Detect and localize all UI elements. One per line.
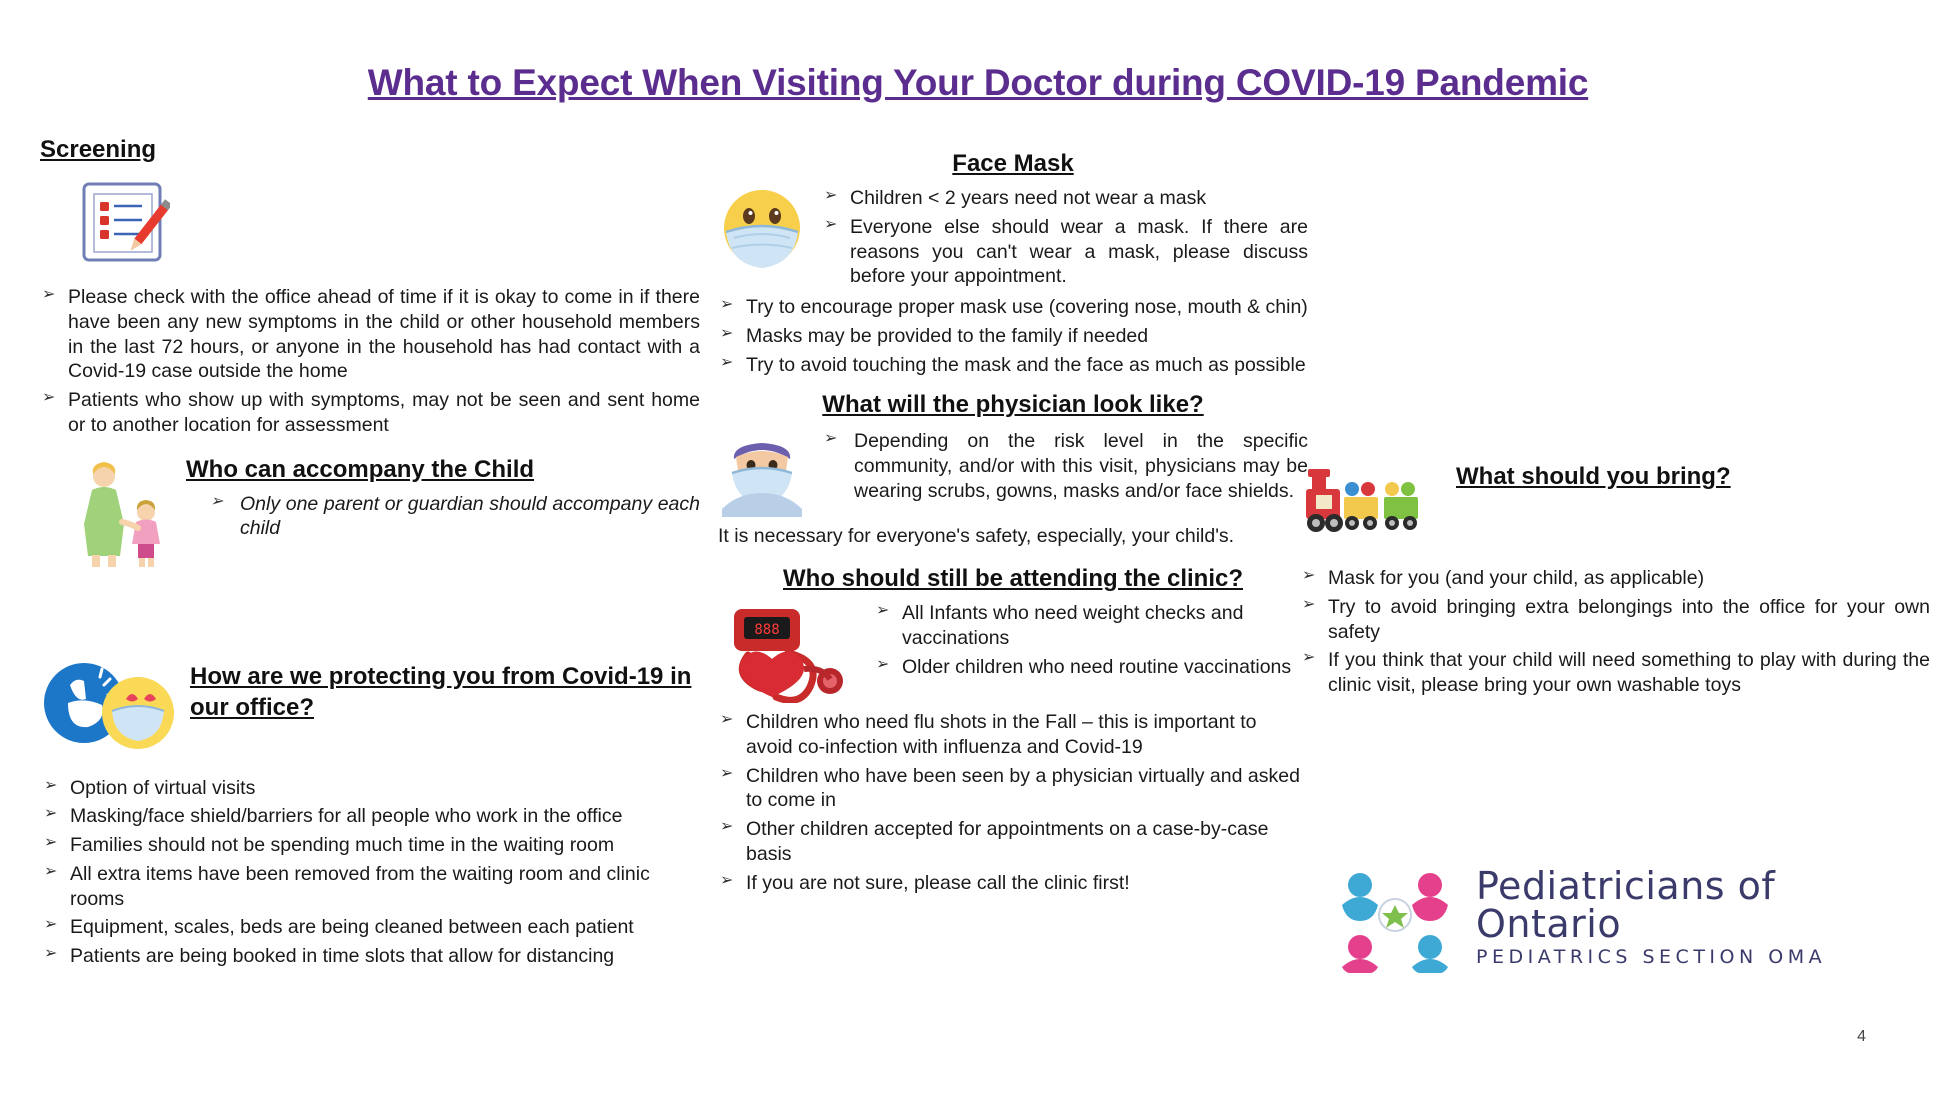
list-item: ➢ Please check with the office ahead of time if it is okay to come in if there have been any new symptoms in the child or other household members in the last 72 hours, or anyone in the household has had contact with a Covid-19 case outside the home bbox=[40, 285, 700, 384]
list-item: ➢ Patients who show up with symptoms, may not be seen and sent home or to another location for assessment bbox=[40, 388, 700, 438]
face-mask-section bbox=[718, 186, 1308, 293]
list-item: ➢ Try to encourage proper mask use (covering nose, mouth & chin) bbox=[718, 295, 1308, 320]
screening-heading: Screening bbox=[40, 136, 157, 163]
attending-icon-bullets bbox=[874, 601, 1308, 679]
masked-face-icon bbox=[718, 188, 806, 277]
list-item: ➢ All extra items have been removed from the waiting room and clinic rooms bbox=[42, 862, 700, 912]
bring-heading: What should you bring? bbox=[1456, 463, 1731, 490]
attending-bullets bbox=[718, 710, 1308, 895]
list-item: ➢ Other children accepted for appointments on a case-by-case basis bbox=[718, 817, 1308, 867]
list-item: ➢ If you think that your child will need something to play with during the clinic visit, please bring your own washable toys bbox=[1300, 648, 1930, 698]
physician-look-section bbox=[718, 429, 1308, 522]
list-item: ➢ Equipment, scales, beds are being cleaned between each patient bbox=[42, 915, 700, 940]
accompany-heading: Who can accompany the Child bbox=[186, 455, 535, 483]
organization-logo bbox=[1330, 855, 1930, 978]
list-item: ➢ All Infants who need weight checks and vaccinations bbox=[874, 601, 1308, 651]
list-item: ➢ Children who need flu shots in the Fall – this is important to avoid co-infection with influenza and Covid-19 bbox=[718, 710, 1308, 760]
list-item: ➢ If you are not sure, please call the clinic first! bbox=[718, 871, 1308, 896]
doctor-with-mask-icon bbox=[718, 431, 806, 522]
list-item: ➢ Everyone else should wear a mask. If there are reasons you can't wear a mask, please discuss before your appointment. bbox=[822, 215, 1308, 289]
list-item: ➢ Children < 2 years need not wear a mask bbox=[822, 186, 1308, 211]
left-column bbox=[40, 136, 700, 973]
bring-bullets bbox=[1300, 566, 1930, 698]
page-number: 4 bbox=[1857, 1028, 1866, 1045]
right-column bbox=[1300, 455, 1930, 702]
list-item: ➢ Try to avoid touching the mask and the face as much as possible bbox=[718, 353, 1308, 378]
protecting-heading: How are we protecting you from Covid-19 in our office? bbox=[190, 662, 692, 721]
face-mask-heading: Face Mask bbox=[952, 150, 1074, 177]
handwashing-and-mask-icon bbox=[40, 661, 176, 758]
list-item: ➢ Masking/face shield/barriers for all people who work in the office bbox=[42, 804, 700, 829]
face-mask-bullets bbox=[718, 295, 1308, 377]
physician-look-closing: It is necessary for everyone's safety, especially, your child's. bbox=[718, 525, 1235, 548]
protecting-section bbox=[40, 661, 700, 758]
logo-main-text: Pediatricians of Ontario bbox=[1476, 863, 1776, 946]
face-mask-icon-bullets bbox=[822, 186, 1308, 289]
clipboard-checklist-icon bbox=[78, 180, 700, 271]
screening-bullets bbox=[40, 285, 700, 438]
list-item: ➢ Only one parent or guardian should accompany each child bbox=[208, 492, 700, 542]
accompany-bullets bbox=[208, 492, 700, 542]
list-item: ➢ Families should not be spending much time in the waiting room bbox=[42, 833, 700, 858]
parent-and-child-icon bbox=[62, 460, 172, 575]
list-item: ➢ Try to avoid bringing extra belongings into the office for your own safety bbox=[1300, 595, 1930, 645]
svg-text:888: 888 bbox=[754, 622, 780, 638]
screening-section bbox=[40, 136, 700, 438]
list-item: ➢ Masks may be provided to the family if needed bbox=[718, 324, 1308, 349]
protecting-bullets bbox=[40, 776, 700, 969]
accompany-section bbox=[40, 456, 700, 575]
list-item: ➢ Option of virtual visits bbox=[42, 776, 700, 801]
list-item: ➢ Depending on the risk level in the specific community, and/or with this visit, physicians may be wearing scrubs, gowns, masks and/or face shields. bbox=[822, 429, 1308, 503]
page-title: What to Expect When Visiting Your Doctor during COVID-19 Pandemic bbox=[367, 62, 1589, 103]
pediatricians-of-ontario-people-icon bbox=[1330, 855, 1460, 978]
toy-train-icon bbox=[1300, 463, 1430, 544]
list-item: ➢ Children who have been seen by a physician virtually and asked to come in bbox=[718, 764, 1308, 814]
attending-section bbox=[718, 601, 1308, 708]
logo-sub-text: PEDIATRICS SECTION OMA bbox=[1476, 945, 1827, 968]
list-item: ➢ Older children who need routine vaccinations bbox=[874, 655, 1308, 680]
bring-section-header bbox=[1300, 463, 1930, 544]
list-item: ➢ Mask for you (and your child, as applicable) bbox=[1300, 566, 1930, 591]
attending-heading: Who should still be attending the clinic? bbox=[783, 565, 1243, 592]
physician-look-bullets bbox=[822, 429, 1308, 503]
middle-column bbox=[718, 150, 1308, 899]
blood-pressure-monitor-stethoscope-icon bbox=[718, 603, 858, 708]
physician-look-heading: What will the physician look like? bbox=[822, 391, 1204, 419]
list-item: ➢ Patients are being booked in time slots that allow for distancing bbox=[42, 944, 700, 969]
